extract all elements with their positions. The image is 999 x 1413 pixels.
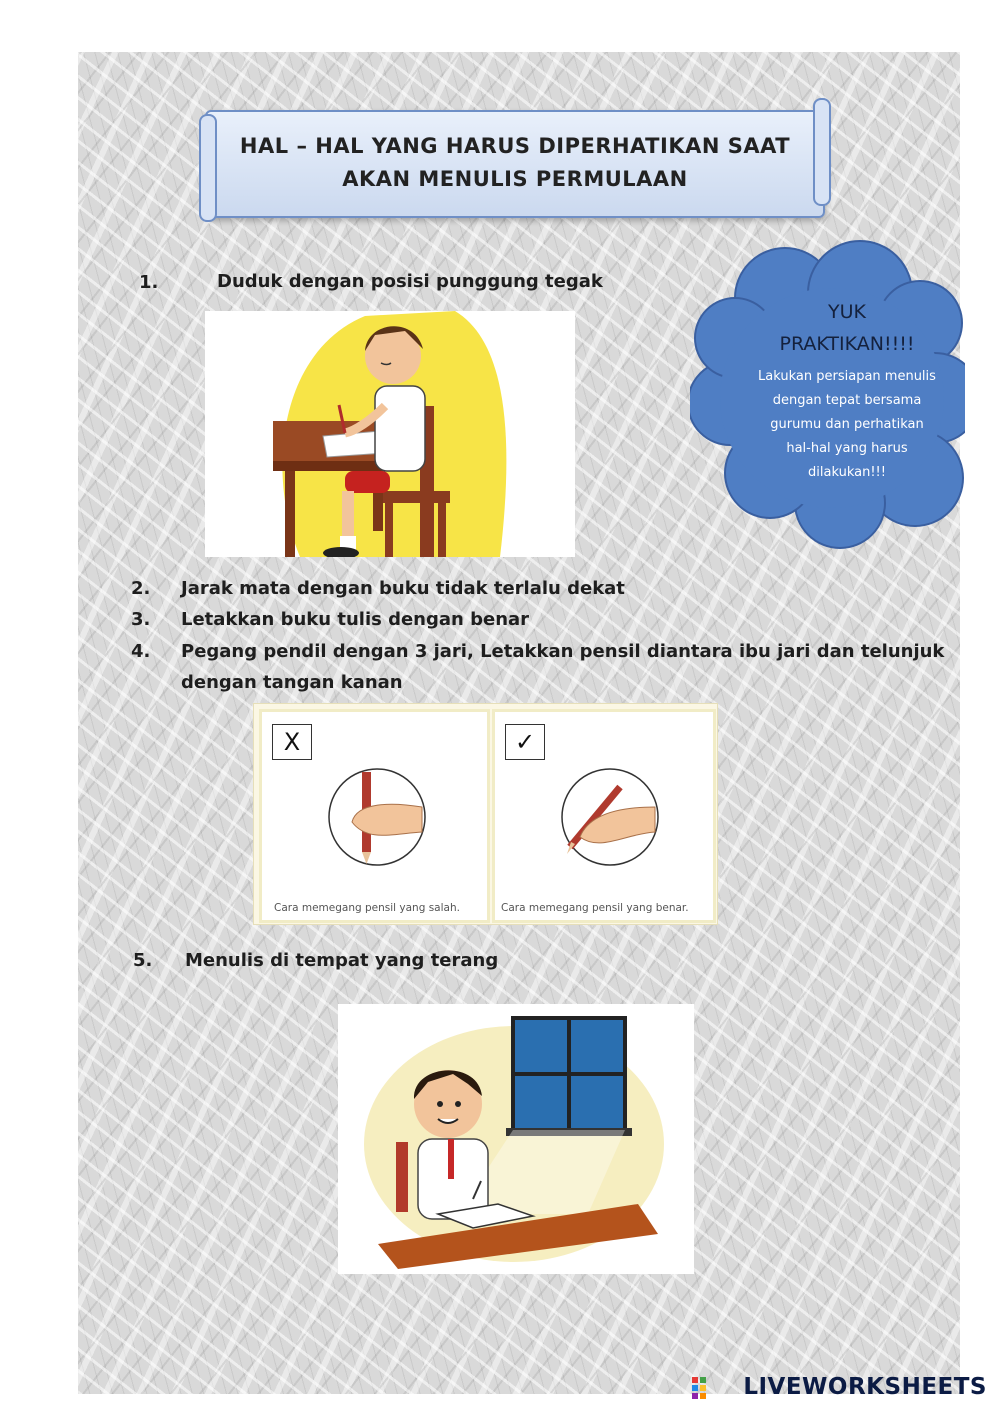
sitting-boy-drawing [205, 311, 575, 557]
title-banner [205, 110, 825, 218]
callout-body-line: dilakukan!!! [808, 465, 886, 480]
item-4-text: Pegang pendil dengan 3 jari, Letakkan pensil diantara ibu jari dan telunjuk [181, 641, 945, 662]
page-title [227, 130, 803, 196]
grip-panel-correct [492, 709, 716, 923]
item-3-text: Letakkan buku tulis dengan benar [181, 609, 530, 630]
illustration-bright-place [338, 1004, 694, 1274]
callout-body-line: hal-hal yang harus [786, 441, 908, 456]
title-line-2: AKAN MENULIS PERMULAAN [342, 167, 688, 191]
wrong-grip-drawing [322, 762, 432, 872]
callout-title [722, 296, 972, 360]
writing-boy-drawing [338, 1004, 694, 1274]
illustration-sitting-upright [205, 311, 575, 557]
callout-body-line: dengan tepat bersama [772, 393, 922, 408]
callout-body-line: Lakukan persiapan menulis [758, 369, 936, 384]
grip-panel-wrong [259, 709, 490, 923]
item-1-number: 1. [139, 272, 159, 293]
callout-title-line-2: PRAKTIKAN!!!! [779, 333, 915, 355]
wrong-grip-caption: Cara memegang pensil yang salah. [274, 902, 460, 914]
correct-grip-caption: Cara memegang pensil yang benar. [501, 902, 689, 914]
liveworksheets-logo-icon [692, 1377, 706, 1399]
title-line-1: HAL – HAL YANG HARUS DIPERHATIKAN SAAT [239, 134, 791, 158]
check-mark-icon: ✓ [505, 724, 545, 760]
callout-title-line-1: YUK [828, 301, 866, 323]
wrong-mark-icon: X [272, 724, 312, 760]
correct-grip-drawing [555, 762, 665, 872]
item-3-number: 3. [131, 609, 151, 630]
item-2-text: Jarak mata dengan buku tidak terlalu dekat [181, 578, 625, 599]
item-5-text: Menulis di tempat yang terang [185, 950, 499, 971]
item-2-number: 2. [131, 578, 151, 599]
callout-body [744, 365, 950, 485]
item-1-text: Duduk dengan posisi punggung tegak [217, 271, 603, 292]
footer-brand[interactable]: LIVEWORKSHEETS [743, 1374, 987, 1400]
pencil-grip-panels [253, 703, 718, 925]
callout-body-line: gurumu dan perhatikan [770, 417, 924, 432]
scroll-curl-left [199, 114, 217, 222]
scroll-curl-right [813, 98, 831, 206]
item-4-text-continued: dengan tangan kanan [181, 672, 403, 693]
item-5-number: 5. [133, 950, 153, 971]
item-4-number: 4. [131, 641, 151, 662]
